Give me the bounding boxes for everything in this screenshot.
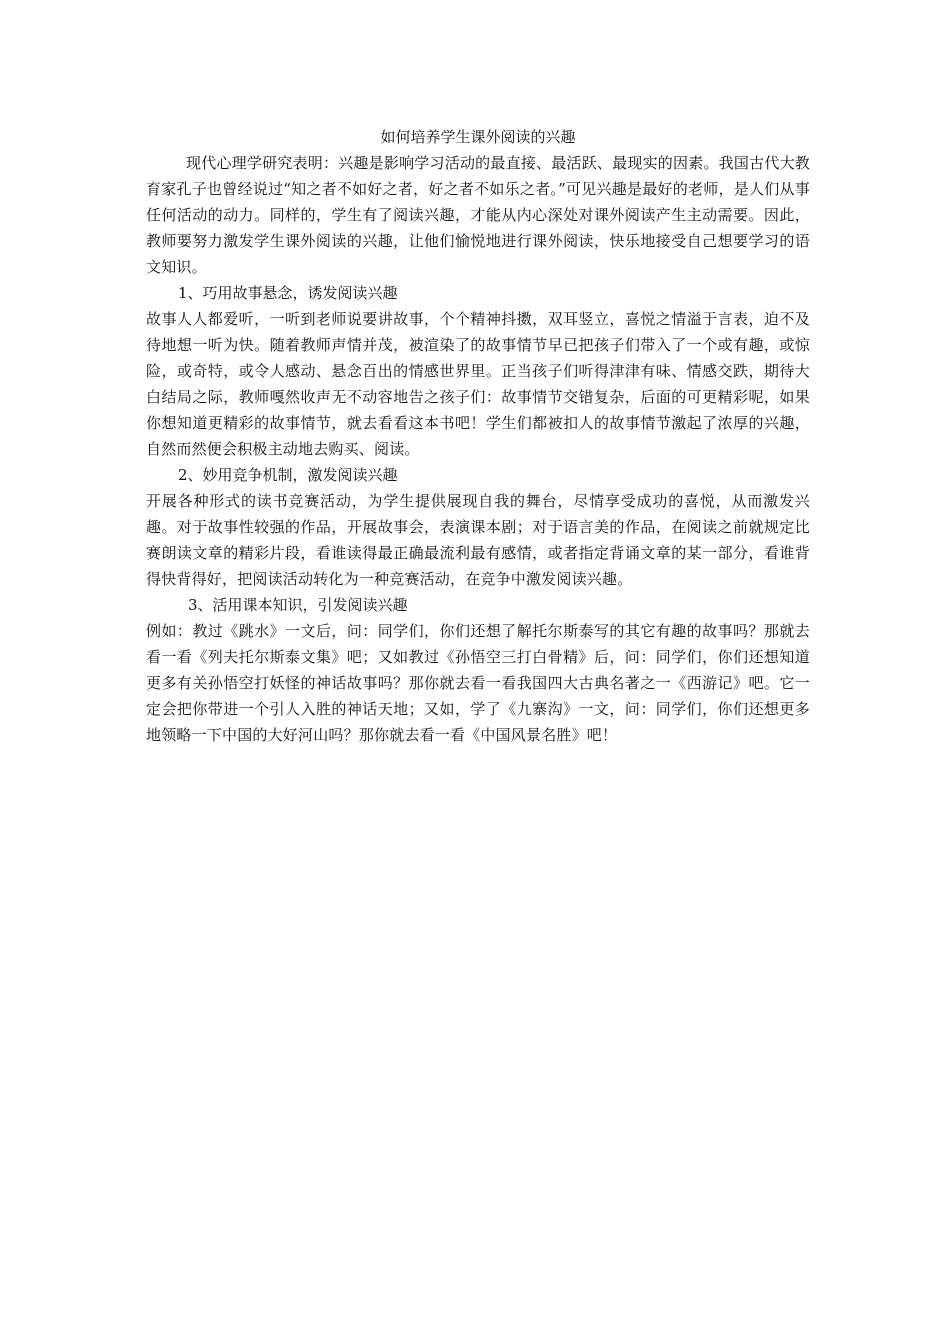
document-page: [146, 124, 810, 748]
section-1-body: 故事人人都爱听，一听到老师说要讲故事，个个精神抖擞，双耳竖立，喜悦之情溢于言表，迫不及待地想一听为快。随着教师声情并茂，被渲染了的故事情节早已把孩子们带入了一个或有趣，或惊险，或奇特，或令人感动、悬念百出的情感世界里。正当孩子们听得津津有味、情感交跌，期待大白结局之际，教师嘎然收声无不动容地告之孩子们：故事情节交错复杂，后面的可更精彩呢，如果你想知道更精彩的故事情节，就去看看这本书吧！学生们都被扣人的故事情节激起了浓厚的兴趣，自然而然便会积极主动地去购买、阅读。: [146, 310, 810, 458]
section-1-heading: 1、巧用故事悬念，诱发阅读兴趣: [178, 284, 398, 302]
section-2-body: 开展各种形式的读书竞赛活动，为学生提供展现自我的舞台，尽情享受成功的喜悦，从而激发兴趣。对于故事性较强的作品，开展故事会，表演课本剧；对于语言美的作品，在阅读之前就规定比赛朗读文章的精彩片段，看谁读得最正确最流利最有感情，或者指定背诵文章的某一部分，看谁背得快背得好，把阅读活动转化为一种竞赛活动，在竞争中激发阅读兴趣。: [146, 492, 810, 588]
section-2-heading: 2、妙用竞争机制，激发阅读兴趣: [178, 466, 398, 484]
section-3-heading: 3、活用课本知识，引发阅读兴趣: [188, 596, 408, 614]
document-title: 如何培养学生课外阅读的兴趣: [380, 128, 576, 146]
section-3-body: 例如：教过《跳水》一文后，问：同学们，你们还想了解托尔斯泰写的其它有趣的故事吗？那就去看一看《列夫托尔斯泰文集》吧；又如教过《孙悟空三打白骨精》后，问：同学们，你们还想知道更多有关孙悟空打妖怪的神话故事吗？那你就去看一看我国四大古典名著之一《西游记》吧。它一定会把你带进一个引人入胜的神话天地；又如，学了《九寨沟》一文，问：同学们，你们还想更多地领略一下中国的大好河山吗？那你就去看一看《中国风景名胜》吧！: [146, 622, 810, 744]
intro-paragraph: 现代心理学研究表明：兴趣是影响学习活动的最直接、最活跃、最现实的因素。我国古代大教育家孔子也曾经说过“知之者不如好之者，好之者不如乐之者。”可见兴趣是最好的老师，是人们从事任何活动的动力。同样的，学生有了阅读兴趣，才能从内心深处对课外阅读产生主动需要。因此，教师要努力激发学生课外阅读的兴趣，让他们愉悦地进行课外阅读，快乐地接受自己想要学习的语文知识。: [146, 154, 810, 276]
